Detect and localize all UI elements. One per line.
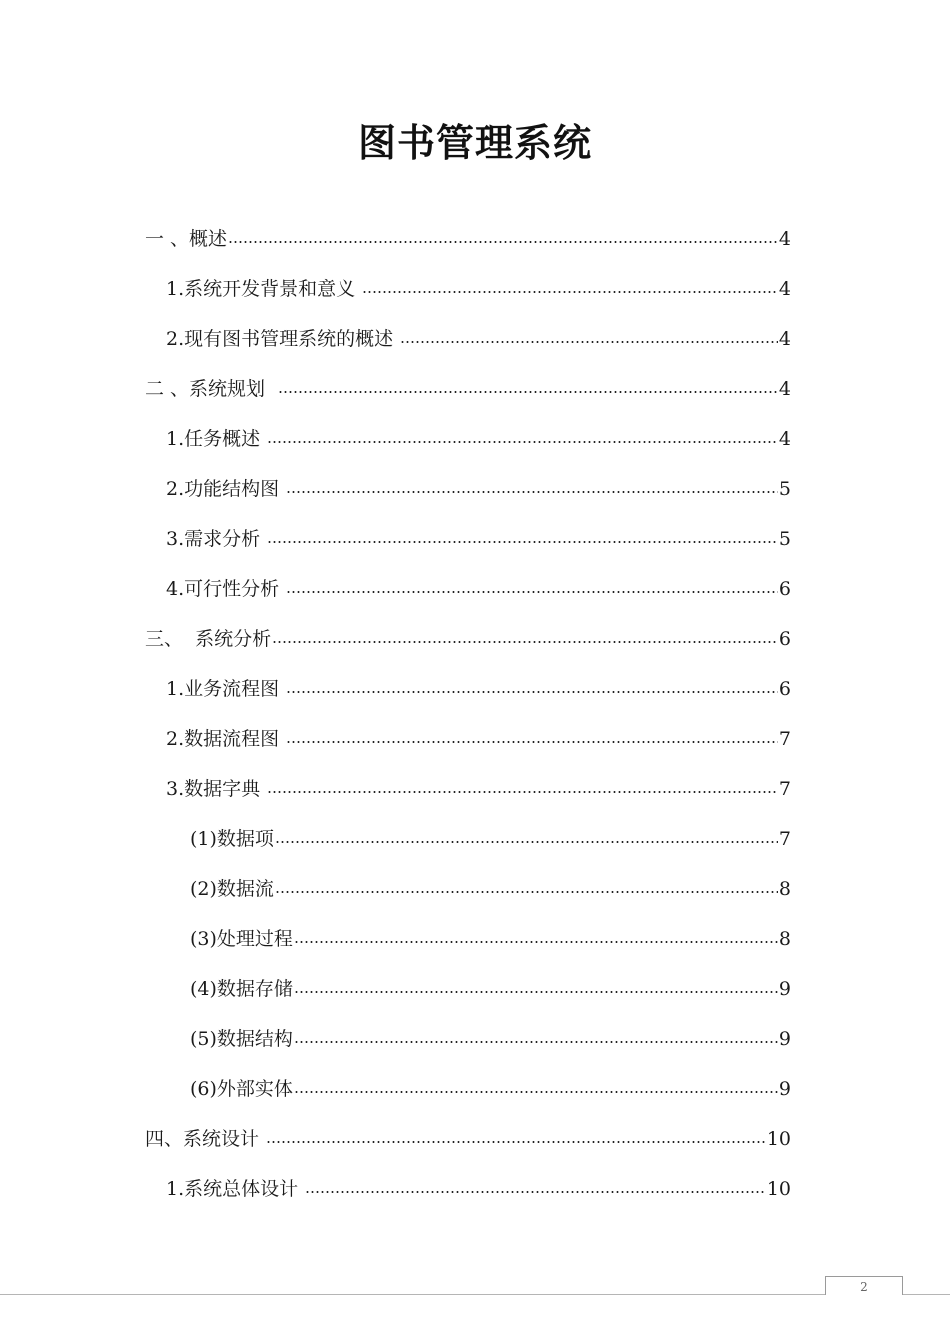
toc-leader-dots <box>286 691 778 693</box>
toc-leader-dots <box>286 741 778 743</box>
toc-entry[interactable] <box>166 772 791 806</box>
toc-entry-page: 5 <box>778 528 791 550</box>
toc-entry-label: 3.需求分析 <box>166 528 267 550</box>
toc-entry-page: 7 <box>778 828 791 850</box>
toc-entry[interactable] <box>166 722 791 756</box>
toc-entry-label: 二 、系统规划 <box>145 378 278 400</box>
toc-entry[interactable] <box>166 672 791 706</box>
toc-entry-label: 3.数据字典 <box>166 778 267 800</box>
toc-entry[interactable] <box>166 422 791 456</box>
toc-entry[interactable] <box>166 322 791 356</box>
toc-entry-label: 4.可行性分析 <box>166 578 286 600</box>
toc-entry-page: 10 <box>766 1178 791 1200</box>
toc-entry-label: 2.现有图书管理系统的概述 <box>166 328 400 350</box>
toc-leader-dots <box>228 241 778 243</box>
toc-entry[interactable] <box>166 572 791 606</box>
toc-entry-label: (4)数据存储 <box>190 978 293 1000</box>
toc-entry[interactable] <box>166 472 791 506</box>
toc-leader-dots <box>362 291 778 293</box>
toc-entry[interactable] <box>190 1072 791 1106</box>
toc-leader-dots <box>267 541 778 543</box>
toc-entry-page: 6 <box>778 678 791 700</box>
toc-entry-label: 四、系统设计 <box>145 1128 266 1150</box>
toc-entry[interactable] <box>145 372 791 406</box>
toc-entry-page: 10 <box>766 1128 791 1150</box>
toc-leader-dots <box>266 1141 766 1143</box>
toc-entry[interactable] <box>166 522 791 556</box>
toc-entry-page: 9 <box>778 1028 791 1050</box>
toc-entry[interactable] <box>190 1022 791 1056</box>
toc-entry-label: (1)数据项 <box>190 828 274 850</box>
toc-leader-dots <box>294 1041 778 1043</box>
toc-entry-label: (6)外部实体 <box>190 1078 293 1100</box>
toc-leader-dots <box>278 391 778 393</box>
toc-leader-dots <box>272 641 778 643</box>
toc-entry[interactable] <box>190 822 791 856</box>
toc-leader-dots <box>294 1091 778 1093</box>
toc-leader-dots <box>286 591 778 593</box>
toc-leader-dots <box>275 841 778 843</box>
toc-entry-label: (3)处理过程 <box>190 928 293 950</box>
toc-entry-label: 2.数据流程图 <box>166 728 286 750</box>
toc-entry[interactable] <box>190 922 791 956</box>
toc-entry-page: 4 <box>778 378 791 400</box>
toc-entry-page: 4 <box>778 278 791 300</box>
document-title: 图书管理系统 <box>357 120 592 165</box>
toc-entry-page: 8 <box>778 878 791 900</box>
toc-entry[interactable] <box>145 222 791 256</box>
toc-leader-dots <box>400 341 778 343</box>
toc-entry-label: 一 、概述 <box>145 228 228 250</box>
toc-entry-page: 6 <box>778 628 791 650</box>
toc-entry[interactable] <box>166 1172 791 1206</box>
toc-entry-page: 6 <box>778 578 791 600</box>
toc-entry-page: 5 <box>778 478 791 500</box>
toc-entry-label: 1.系统开发背景和意义 <box>166 278 362 300</box>
toc-entry-page: 8 <box>778 928 791 950</box>
toc-entry-label: 1.业务流程图 <box>166 678 286 700</box>
footer-divider <box>0 1294 950 1295</box>
toc-leader-dots <box>267 791 778 793</box>
toc-leader-dots <box>305 1191 766 1193</box>
toc-entry-page: 7 <box>778 728 791 750</box>
toc-leader-dots <box>294 941 778 943</box>
toc-leader-dots <box>275 891 778 893</box>
toc-entry-label: 1.系统总体设计 <box>166 1178 305 1200</box>
page-number: 2 <box>825 1276 903 1295</box>
toc-entry-label: 三、 系统分析 <box>145 628 272 650</box>
toc-entry[interactable] <box>166 272 791 306</box>
toc-entry-page: 4 <box>778 228 791 250</box>
toc-entry-page: 9 <box>778 978 791 1000</box>
toc-entry-label: 2.功能结构图 <box>166 478 286 500</box>
toc-entry[interactable] <box>145 1122 791 1156</box>
toc-entry-label: (2)数据流 <box>190 878 274 900</box>
toc-entry-page: 7 <box>778 778 791 800</box>
toc-entry[interactable] <box>190 872 791 906</box>
toc-entry-label: (5)数据结构 <box>190 1028 293 1050</box>
toc-leader-dots <box>267 441 778 443</box>
toc-entry-page: 9 <box>778 1078 791 1100</box>
toc-entry-page: 4 <box>778 328 791 350</box>
toc-entry[interactable] <box>190 972 791 1006</box>
toc-leader-dots <box>286 491 778 493</box>
toc-entry-label: 1.任务概述 <box>166 428 267 450</box>
toc-leader-dots <box>294 991 778 993</box>
toc-entry-page: 4 <box>778 428 791 450</box>
toc-entry[interactable] <box>145 622 791 656</box>
